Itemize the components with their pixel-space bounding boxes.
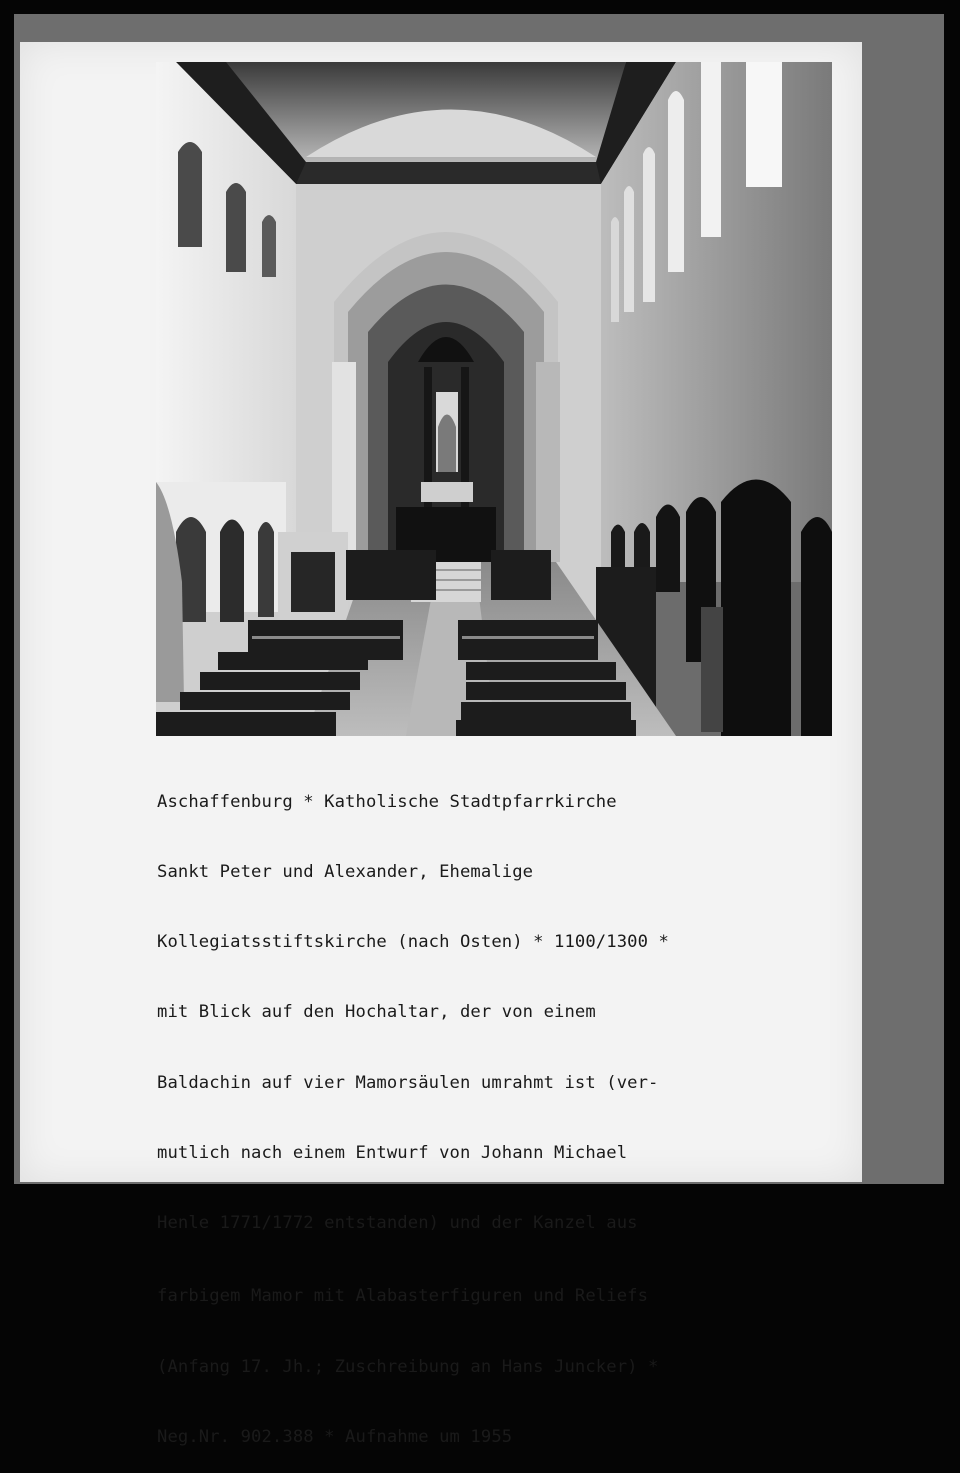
church-interior-photo xyxy=(156,62,832,736)
caption-line: Neg.Nr. 902.388 * Aufnahme um 1955 xyxy=(157,1426,513,1447)
caption-line: Baldachin auf vier Mamorsäulen umrahmt ist (ver- xyxy=(157,1072,659,1093)
church-interior-illustration xyxy=(156,62,832,736)
photo-caption xyxy=(157,744,847,1473)
caption-line: Henle 1771/1772 entstanden) und der Kanzel aus xyxy=(157,1213,638,1234)
caption-line: (Anfang 17. Jh.; Zuschreibung an Hans Juncker) * xyxy=(157,1356,659,1377)
caption-line: mutlich nach einem Entwurf von Johann Michael xyxy=(157,1142,628,1163)
caption-line: farbigem Mamor mit Alabasterfiguren und Reliefs xyxy=(157,1286,649,1307)
caption-line: Sankt Peter und Alexander, Ehemalige xyxy=(157,862,534,883)
caption-line: mit Blick auf den Hochaltar, der von einem xyxy=(157,1002,596,1023)
caption-line: Aschaffenburg * Katholische Stadtpfarrkirche xyxy=(157,791,617,812)
caption-line: Kollegiatsstiftskirche (nach Osten) * 1100/1300 * xyxy=(157,932,669,953)
